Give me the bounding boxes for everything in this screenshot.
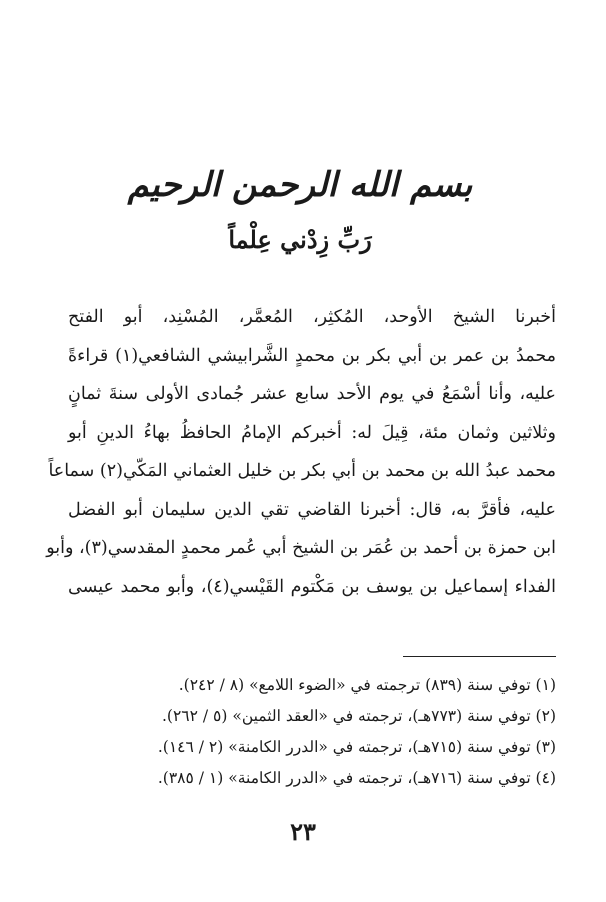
text-line: وثلاثين وثمان مئة، قِيلَ له: أخبركم الإمامُ الحافظُ بهاءُ الدينِ أبو <box>68 422 556 443</box>
main-text <box>46 298 557 606</box>
text-line: الفداء إسماعيل بن يوسف بن مَكْتوم القَيْسي(٤)، وأبو محمد عيسى <box>68 576 556 597</box>
footnote-separator <box>403 656 556 657</box>
text-line: عليه، وأنا أسْمَعُ في يوم الأحد سابع عشر جُمادى الأولى سنةَ ثمانٍ <box>68 384 556 404</box>
basmala-heading: بسم الله الرحمن الرحيم <box>127 165 473 205</box>
subtitle-prayer: رَبِّ زِدْني عِلْماً <box>228 225 372 254</box>
text-line: محمدُ بن عمر بن أبي بكر بن محمدٍ الشَّرابيشي الشافعي(١) قراءةً <box>68 345 557 366</box>
footnote-2: (٢) توفي سنة (٧٧٣هـ)، ترجمته في «العقد الثمين» (٥ / ٢٦٢). <box>161 707 556 725</box>
text-line: محمد عبدُ الله بن محمد بن أبي بكر بن خليل العثماني المَكّي(٢) سماعاً <box>48 461 556 481</box>
page-number: ٢٣ <box>290 817 316 846</box>
text-line: ابن حمزة بن أحمد بن عُمَر بن الشيخ أبي عُمر محمدٍ المقدسي(٣)، وأبو <box>46 538 556 558</box>
footnote-1: (١) توفي سنة (٨٣٩) ترجمته في «الضوء اللامع» (٨ / ٢٤٢). <box>178 676 556 694</box>
footnotes <box>68 670 556 794</box>
footnote-4: (٤) توفي سنة (٧١٦هـ)، ترجمته في «الدرر الكامنة» (١ / ٣٨٥). <box>157 769 556 787</box>
text-line: أخبرنا الشيخ الأوحد، المُكثِر، المُعمَّر، المُسْنِد، أبو الفتح <box>68 307 556 327</box>
footnote-3: (٣) توفي سنة (٧١٥هـ)، ترجمته في «الدرر الكامنة» (٢ / ١٤٦). <box>157 738 556 756</box>
text-line: عليه، فأقرَّ به، قال: أخبرنا القاضي تقي الدين سليمان أبو الفضل <box>68 499 556 520</box>
